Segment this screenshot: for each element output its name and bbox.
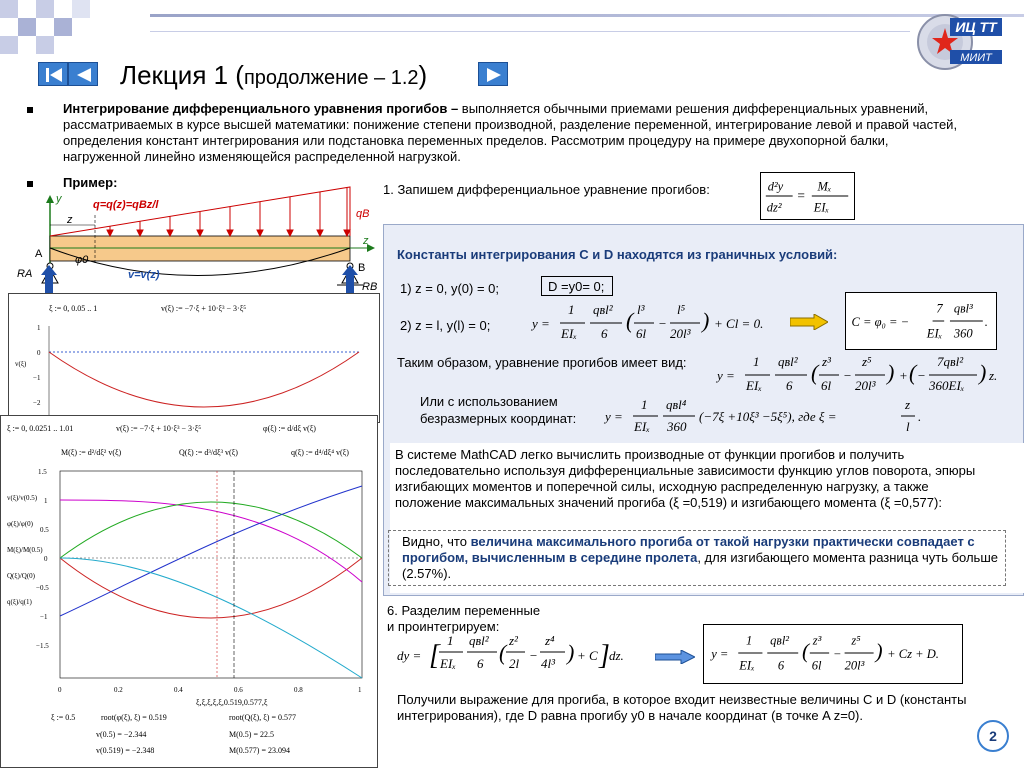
svg-text:7: 7 — [936, 301, 943, 316]
svg-text:): ) — [875, 638, 883, 663]
svg-text:−1.5: −1.5 — [36, 642, 49, 650]
svg-text:20l³: 20l³ — [670, 326, 691, 341]
svg-text:y =: y = — [711, 646, 729, 661]
decorative-square — [54, 18, 72, 36]
skip-back-icon — [39, 63, 69, 87]
arrow-right-icon — [655, 650, 695, 664]
arrow-right-icon — [790, 314, 828, 330]
load-definition: q(ξ) := d⁴/dξ⁴ v(ξ) — [291, 448, 349, 457]
boundary-condition-2: 2) z = l, y(l) = 0; — [400, 318, 491, 333]
svg-text:z³: z³ — [822, 354, 831, 369]
x-axis-label: ξ,ξ,ξ,ξ,ξ,0.519,0.577,ξ — [196, 698, 268, 707]
mathcad-text: В системе MathCAD легко вычислить производные от функции прогибов и получить последовательно используя дифференциальные зависимости функцию углов поворота, эпюры изгибающих моментов и поперечной силы, исходную распределенную нагрузку, а также положение максимальных значений прогиба (ξ =0,519) и изгибающего момента (ξ =0,577): — [395, 447, 976, 510]
svg-text:y =: y = — [532, 316, 550, 331]
svg-text:−0.5: −0.5 — [36, 584, 49, 592]
svg-text:1: 1 — [37, 324, 41, 332]
legend-entry: v(ξ)/v(0.5) — [7, 494, 38, 502]
svg-text:.: . — [918, 409, 922, 424]
decorative-square — [0, 0, 18, 18]
svg-text:360: 360 — [667, 419, 687, 434]
svg-text:6l: 6l — [636, 326, 647, 341]
function-definition: v(ξ) := −7·ξ + 10·ξ³ − 3·ξ⁵ — [161, 304, 247, 313]
svg-text:dy =: dy = — [397, 648, 422, 663]
svg-text:+ Cz + D.: + Cz + D. — [887, 646, 939, 661]
svg-text:2l: 2l — [509, 656, 520, 671]
svg-text:−2: −2 — [33, 399, 41, 407]
svg-text:360: 360 — [953, 326, 973, 341]
svg-text:l³: l³ — [637, 302, 645, 317]
svg-text:qʙl²: qʙl² — [778, 354, 798, 369]
svg-text:l⁵: l⁵ — [677, 302, 686, 317]
svg-text:+ C: + C — [577, 648, 598, 663]
phi-definition: φ(ξ) := d/dξ v(ξ) — [263, 424, 316, 433]
m-at-max: M(0.577) = 23.094 — [229, 746, 290, 755]
svg-text:1: 1 — [753, 354, 760, 369]
svg-text:z³: z³ — [812, 633, 822, 648]
range-definition: ξ := 0, 0.05 .. 1 — [49, 304, 98, 313]
svg-text:1: 1 — [641, 397, 648, 412]
svg-text:(: ( — [909, 360, 917, 385]
header-line — [150, 31, 910, 32]
svg-text:.: . — [984, 314, 988, 329]
svg-text:4l³: 4l³ — [541, 656, 556, 671]
svg-text:dz.: dz. — [609, 648, 624, 663]
svg-text:+: + — [899, 368, 908, 383]
svg-text:l: l — [906, 419, 910, 434]
svg-text:(: ( — [811, 360, 819, 385]
svg-text:φ0: φ0 — [75, 254, 89, 266]
decorative-square — [72, 0, 90, 18]
svg-text:qʙl⁴: qʙl⁴ — [666, 397, 687, 412]
svg-text:y =: y = — [717, 368, 735, 383]
example-label: Пример: — [63, 175, 118, 190]
nondimensional-equation — [603, 395, 933, 440]
svg-text:=: = — [797, 187, 805, 203]
svg-text:1: 1 — [568, 302, 575, 317]
svg-text:0.5: 0.5 — [40, 526, 49, 534]
svg-text:6: 6 — [777, 658, 785, 673]
mathcad-window-1 — [8, 293, 380, 423]
legend-entry: q(ξ)/q(1) — [7, 598, 32, 606]
svg-text:EIₓ: EIₓ — [813, 200, 830, 215]
svg-text:0.2: 0.2 — [114, 686, 123, 694]
svg-text:ИЦ ТТ: ИЦ ТТ — [955, 19, 997, 35]
svg-text:EIₓ: EIₓ — [739, 658, 755, 673]
svg-text:(: ( — [802, 638, 810, 663]
boundary-condition-1: 1) z = 0, y(0) = 0; — [400, 281, 499, 296]
header-line — [150, 14, 1024, 17]
svg-text:qʙl²: qʙl² — [469, 633, 489, 648]
svg-text:МИИТ: МИИТ — [960, 52, 992, 64]
svg-text:−: − — [843, 368, 852, 383]
svg-text:[: [ — [429, 640, 440, 671]
svg-text:−1: −1 — [40, 613, 48, 621]
svg-text:v=v(z): v=v(z) — [128, 269, 160, 281]
svg-text:z: z — [67, 214, 73, 226]
svg-text:qB: qB — [356, 208, 370, 220]
range-definition: ξ := 0, 0.0251 .. 1.01 — [7, 424, 74, 433]
svg-text:−: − — [529, 648, 538, 663]
svg-text:0.8: 0.8 — [294, 686, 303, 694]
root-q: root(Q(ξ), ξ) = 0.577 — [229, 713, 296, 722]
svg-text:−1: −1 — [33, 374, 41, 382]
svg-text:0.4: 0.4 — [174, 686, 183, 694]
play-right-icon — [479, 63, 509, 87]
shear-definition: Q(ξ) := d³/dξ³ v(ξ) — [179, 448, 238, 457]
svg-text:qʙl²: qʙl² — [770, 633, 790, 648]
svg-text:): ) — [887, 360, 895, 385]
prev-slide-button[interactable] — [68, 62, 98, 86]
decorative-square — [0, 36, 18, 54]
beam-diagram — [15, 185, 380, 297]
diff-equation-formula — [760, 172, 855, 220]
svg-text:1: 1 — [44, 497, 48, 505]
decorative-square — [36, 0, 54, 18]
v-at-half: v(0.5) = −2.344 — [96, 730, 147, 739]
svg-text:1: 1 — [358, 686, 362, 694]
boundary-equation-2 — [530, 296, 780, 351]
svg-text:y =: y = — [605, 409, 623, 424]
svg-text:−: − — [833, 646, 842, 661]
legend-entry: Q(ξ)/Q(0) — [7, 572, 35, 580]
bullet — [27, 107, 33, 113]
svg-text:20l³: 20l³ — [844, 658, 865, 673]
note-text: Видно, что величина максимального прогиба от такой нагрузки практически совпадает с прогибом, вычисленным в середине пролета, для изгибающего момента разница чуть больше (2.57%). — [402, 534, 998, 581]
svg-text:−: − — [917, 368, 926, 383]
svg-text:1: 1 — [746, 633, 753, 648]
svg-text:z: z — [363, 235, 369, 247]
svg-text:EIₓ: EIₓ — [561, 326, 577, 341]
svg-text:+ Cl = 0.: + Cl = 0. — [714, 316, 764, 331]
legend-entry: φ(ξ)/φ(0) — [7, 520, 33, 528]
svg-text:RB: RB — [362, 281, 378, 293]
nondimensional-label: Или с использованием безразмерных координат: — [420, 394, 577, 426]
svg-text:EIₓ: EIₓ — [634, 419, 650, 434]
svg-text:d²y: d²y — [767, 179, 784, 194]
first-slide-button[interactable] — [38, 62, 68, 86]
svg-text:z: z — [905, 397, 911, 412]
deflection-plot — [9, 316, 379, 422]
svg-text:6: 6 — [477, 656, 484, 671]
decorative-square — [36, 36, 54, 54]
v-at-max: v(0.519) = −2.348 — [96, 746, 155, 755]
svg-text:360EIₓ: 360EIₓ — [929, 378, 965, 393]
dy-integral-equation — [395, 630, 645, 680]
svg-text:Mₓ: Mₓ — [817, 179, 832, 194]
d-constant-box: D =y0= 0; — [541, 276, 613, 296]
svg-text:q=q(z)=qBz/l: q=q(z)=qBz/l — [93, 199, 159, 211]
svg-text:EIₓ: EIₓ — [926, 326, 943, 341]
svg-text:0: 0 — [37, 349, 41, 357]
svg-text:B: B — [358, 262, 366, 274]
svg-text:6l: 6l — [811, 658, 822, 673]
svg-text:y: y — [56, 193, 62, 205]
integrated-deflection-formula — [703, 624, 963, 684]
xi-value: ξ := 0.5 — [51, 713, 76, 722]
svg-text:6: 6 — [786, 378, 793, 393]
svg-text:z⁵: z⁵ — [851, 633, 861, 648]
next-slide-button[interactable] — [478, 62, 508, 86]
legend-entry: M(ξ)/M(0.5) — [7, 546, 43, 554]
svg-text:v(ξ): v(ξ) — [15, 360, 27, 368]
result-text: Получили выражение для прогиба, в которое входит неизвестные величины C и D (константы интегрирования), где D равна прогибу y0 в начале координат (в точке A z=0). — [397, 692, 967, 723]
step1-text: 1. Запишем дифференциальное уравнение прогибов: — [383, 182, 710, 197]
svg-text:A: A — [35, 248, 43, 260]
svg-text:(−7ξ +10ξ³ −5ξ⁵), где ξ =: (−7ξ +10ξ³ −5ξ⁵), где ξ = — [699, 409, 837, 424]
svg-text:EIₓ: EIₓ — [440, 656, 456, 671]
svg-text:): ) — [567, 640, 575, 665]
normalized-plots — [36, 466, 371, 698]
svg-text:z⁴: z⁴ — [545, 633, 555, 648]
root-phi: root(φ(ξ), ξ) = 0.519 — [101, 713, 167, 722]
svg-text:20l³: 20l³ — [855, 378, 876, 393]
deflection-equation-intro: Таким образом, уравнение прогибов имеет вид: — [397, 355, 687, 370]
svg-text:(: ( — [499, 640, 507, 665]
svg-text:RA: RA — [17, 268, 33, 280]
page-number: 2 — [977, 720, 1009, 752]
svg-text:C = φ₀ = −: C = φ₀ = − — [851, 314, 910, 329]
svg-text:6l: 6l — [821, 378, 832, 393]
svg-text:0.6: 0.6 — [234, 686, 243, 694]
svg-text:dz²: dz² — [766, 200, 782, 215]
mathcad-window-2 — [0, 415, 378, 768]
svg-text:z.: z. — [989, 368, 998, 383]
svg-text:z²: z² — [509, 633, 518, 648]
svg-text:0: 0 — [58, 686, 62, 694]
svg-text:qʙl³: qʙl³ — [953, 301, 973, 316]
decorative-square — [18, 18, 36, 36]
svg-text:−: − — [658, 316, 667, 331]
svg-text:7qʙl²: 7qʙl² — [937, 354, 964, 369]
intro-paragraph: Интегрирование дифференциального уравнения прогибов – выполняется обычными приемами решения дифференциальных уравнений, рассматриваемых в курсе высшей математики: понижение степени производной, разделение переменной, интегрирование левой и правой частей, определения констант интегрирования или подстановка переменных пределов. Рассмотрим процедуру на примере двухопорной балки, нагруженной линейно изменяющейся распределенной нагрузкой. — [63, 101, 958, 164]
svg-text:): ) — [702, 308, 710, 333]
svg-text:(: ( — [626, 308, 634, 333]
svg-text:1: 1 — [447, 633, 454, 648]
c-constant-formula — [845, 292, 997, 350]
svg-text:1.5: 1.5 — [38, 468, 47, 476]
svg-text:0: 0 — [44, 555, 48, 563]
svg-text:6: 6 — [601, 326, 608, 341]
logo — [915, 10, 1005, 72]
function-definition: v(ξ) := −7·ξ + 10·ξ³ − 3·ξ⁵ — [116, 424, 202, 433]
step6-text: 6. Разделим переменные и проинтегрируем: — [387, 603, 541, 634]
svg-text:EIₓ: EIₓ — [746, 378, 762, 393]
svg-text:): ) — [979, 360, 987, 385]
constants-title: Константы интегрирования C и D находятся из граничных условий: — [397, 247, 838, 262]
moment-definition: M(ξ) := d²/dξ² v(ξ) — [61, 448, 122, 457]
svg-text:]: ] — [599, 640, 610, 671]
m-at-half: M(0.5) = 22.5 — [229, 730, 274, 739]
slide-title: Лекция 1 (продолжение – 1.2) — [120, 60, 428, 90]
svg-text:z⁵: z⁵ — [862, 354, 872, 369]
play-left-icon — [69, 63, 99, 87]
svg-text:qʙl²: qʙl² — [593, 302, 613, 317]
